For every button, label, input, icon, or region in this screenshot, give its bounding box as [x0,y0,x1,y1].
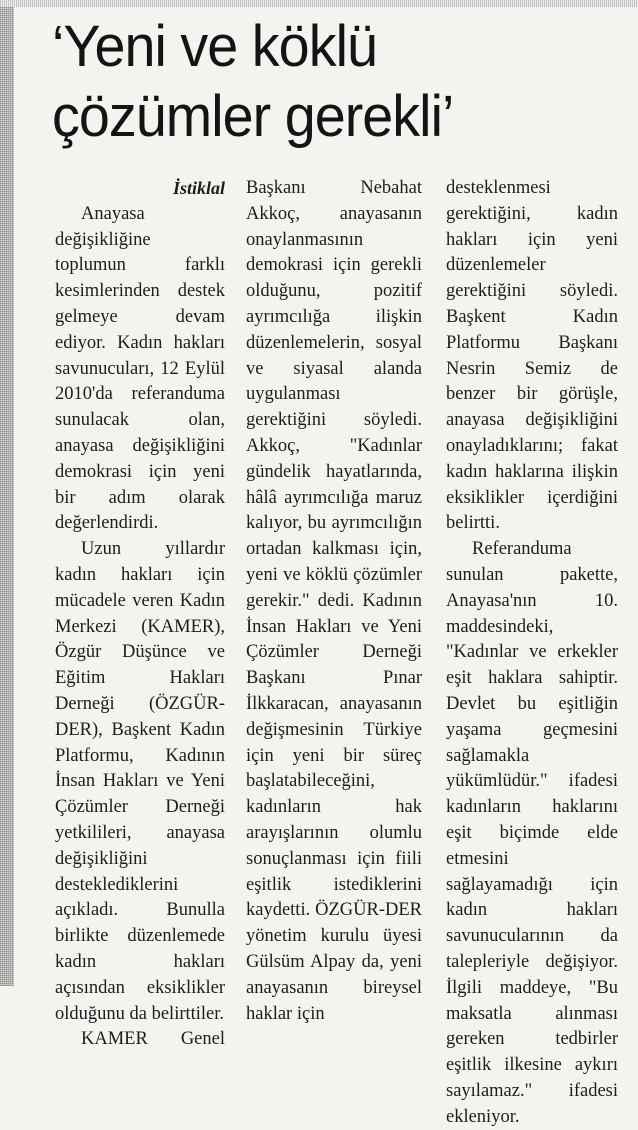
column-3-paragraph-2: Referanduma sunulan pakette, Anayasa'nın 10. maddesindeki, "Kadınlar ve erkekler eşit haklara sahiptir. Devlet bu eşitliğin yaşama geçmesini sağlamakla yükümlüdür." ifadesi kadınların haklarını eşit biçimde elde etmesini sağlayamadığı için kadın hakları savunucularının da talepleriyle değişiyor. İlgili maddeye, "Bu maksatla alınması gereken tedbirler eşitlik ilkesine aykırı sayılamaz." ifadesi ekleniyor. [446,539,618,1127]
article-column-1 [55,176,225,1053]
byline: İstiklal [172,178,225,198]
article-column-2 [246,176,422,1027]
article-headline [52,12,599,152]
scan-edge-left [0,0,14,986]
headline-line-1: ‘Yeni ve köklü [52,14,377,79]
article-column-3 [446,176,618,1130]
column-1-paragraph-2: Uzun yıllardır kadın hakları için mücadele veren Kadın Merkezi (KAMER), Özgür Düşünce ve Eğitim Hakları Derneği (ÖZGÜR-DER), Başkent Kadın Platformu, Kadının İnsan Hakları ve Yeni Çözümler Derneği yetkilileri, anayasa değişikliğini desteklediklerini açıkladı. Bunulla birlikte düzenlemede kadın hakları açısından eksiklikler olduğunu da belirttiler. [55,539,225,1024]
headline-line-2: çözümler gerekli’ [52,84,454,149]
scan-edge-top [0,0,638,7]
column-2-paragraph-1: Başkanı Nebahat Akkoç, anayasanın onaylanmasının demokrasi için gerekli olduğunu, pozitif ayrımcılığa ilişkin düzenlemelerin, sosyal ve siyasal alanda uygulanması gerektiğini söyledi. Akkoç, "Kadınlar gündelik hayatlarında, hâlâ ayrımcılığa maruz kalıyor, bu ayrımcılığın ortadan kalkması için, yeni ve köklü çözümler gerekir." dedi. Kadının İnsan Hakları ve Yeni Çözümler Derneği Başkanı Pınar İlkkaracan, anayasanın değişmesinin Türkiye için yeni bir süreç başlatabileceğini, kadınların hak arayışlarının olumlu sonuçlanması için fiili eşitlik istediklerini kaydetti. ÖZGÜR-DER yönetim kurulu üyesi Gülsüm Alpay da, yeni anayasanın bireysel haklar için [246,178,422,1024]
column-3-paragraph-1: desteklenmesi gerektiğini, kadın hakları için yeni düzenlemeler gerektiğini söyledi. Başkent Kadın Platformu Başkanı Nesrin Semiz de benzer bir görüşle, anayasa değişikliğini onayladıklarını; fakat kadın haklarına ilişkin eksiklikler içerdiğini belirtti. [446,178,618,534]
column-1-paragraph-1: Anayasa değişikliğine toplumun farklı kesimlerinden destek gelmeye devam ediyor. Kadın hakları savunucuları, 12 Eylül 2010'da referanduma sunulacak olan, anayasa değişikliğini demokrasi için yeni bir adım olarak değerlendirdi. [55,203,225,534]
column-1-paragraph-3: KAMER Genel [81,1029,225,1050]
